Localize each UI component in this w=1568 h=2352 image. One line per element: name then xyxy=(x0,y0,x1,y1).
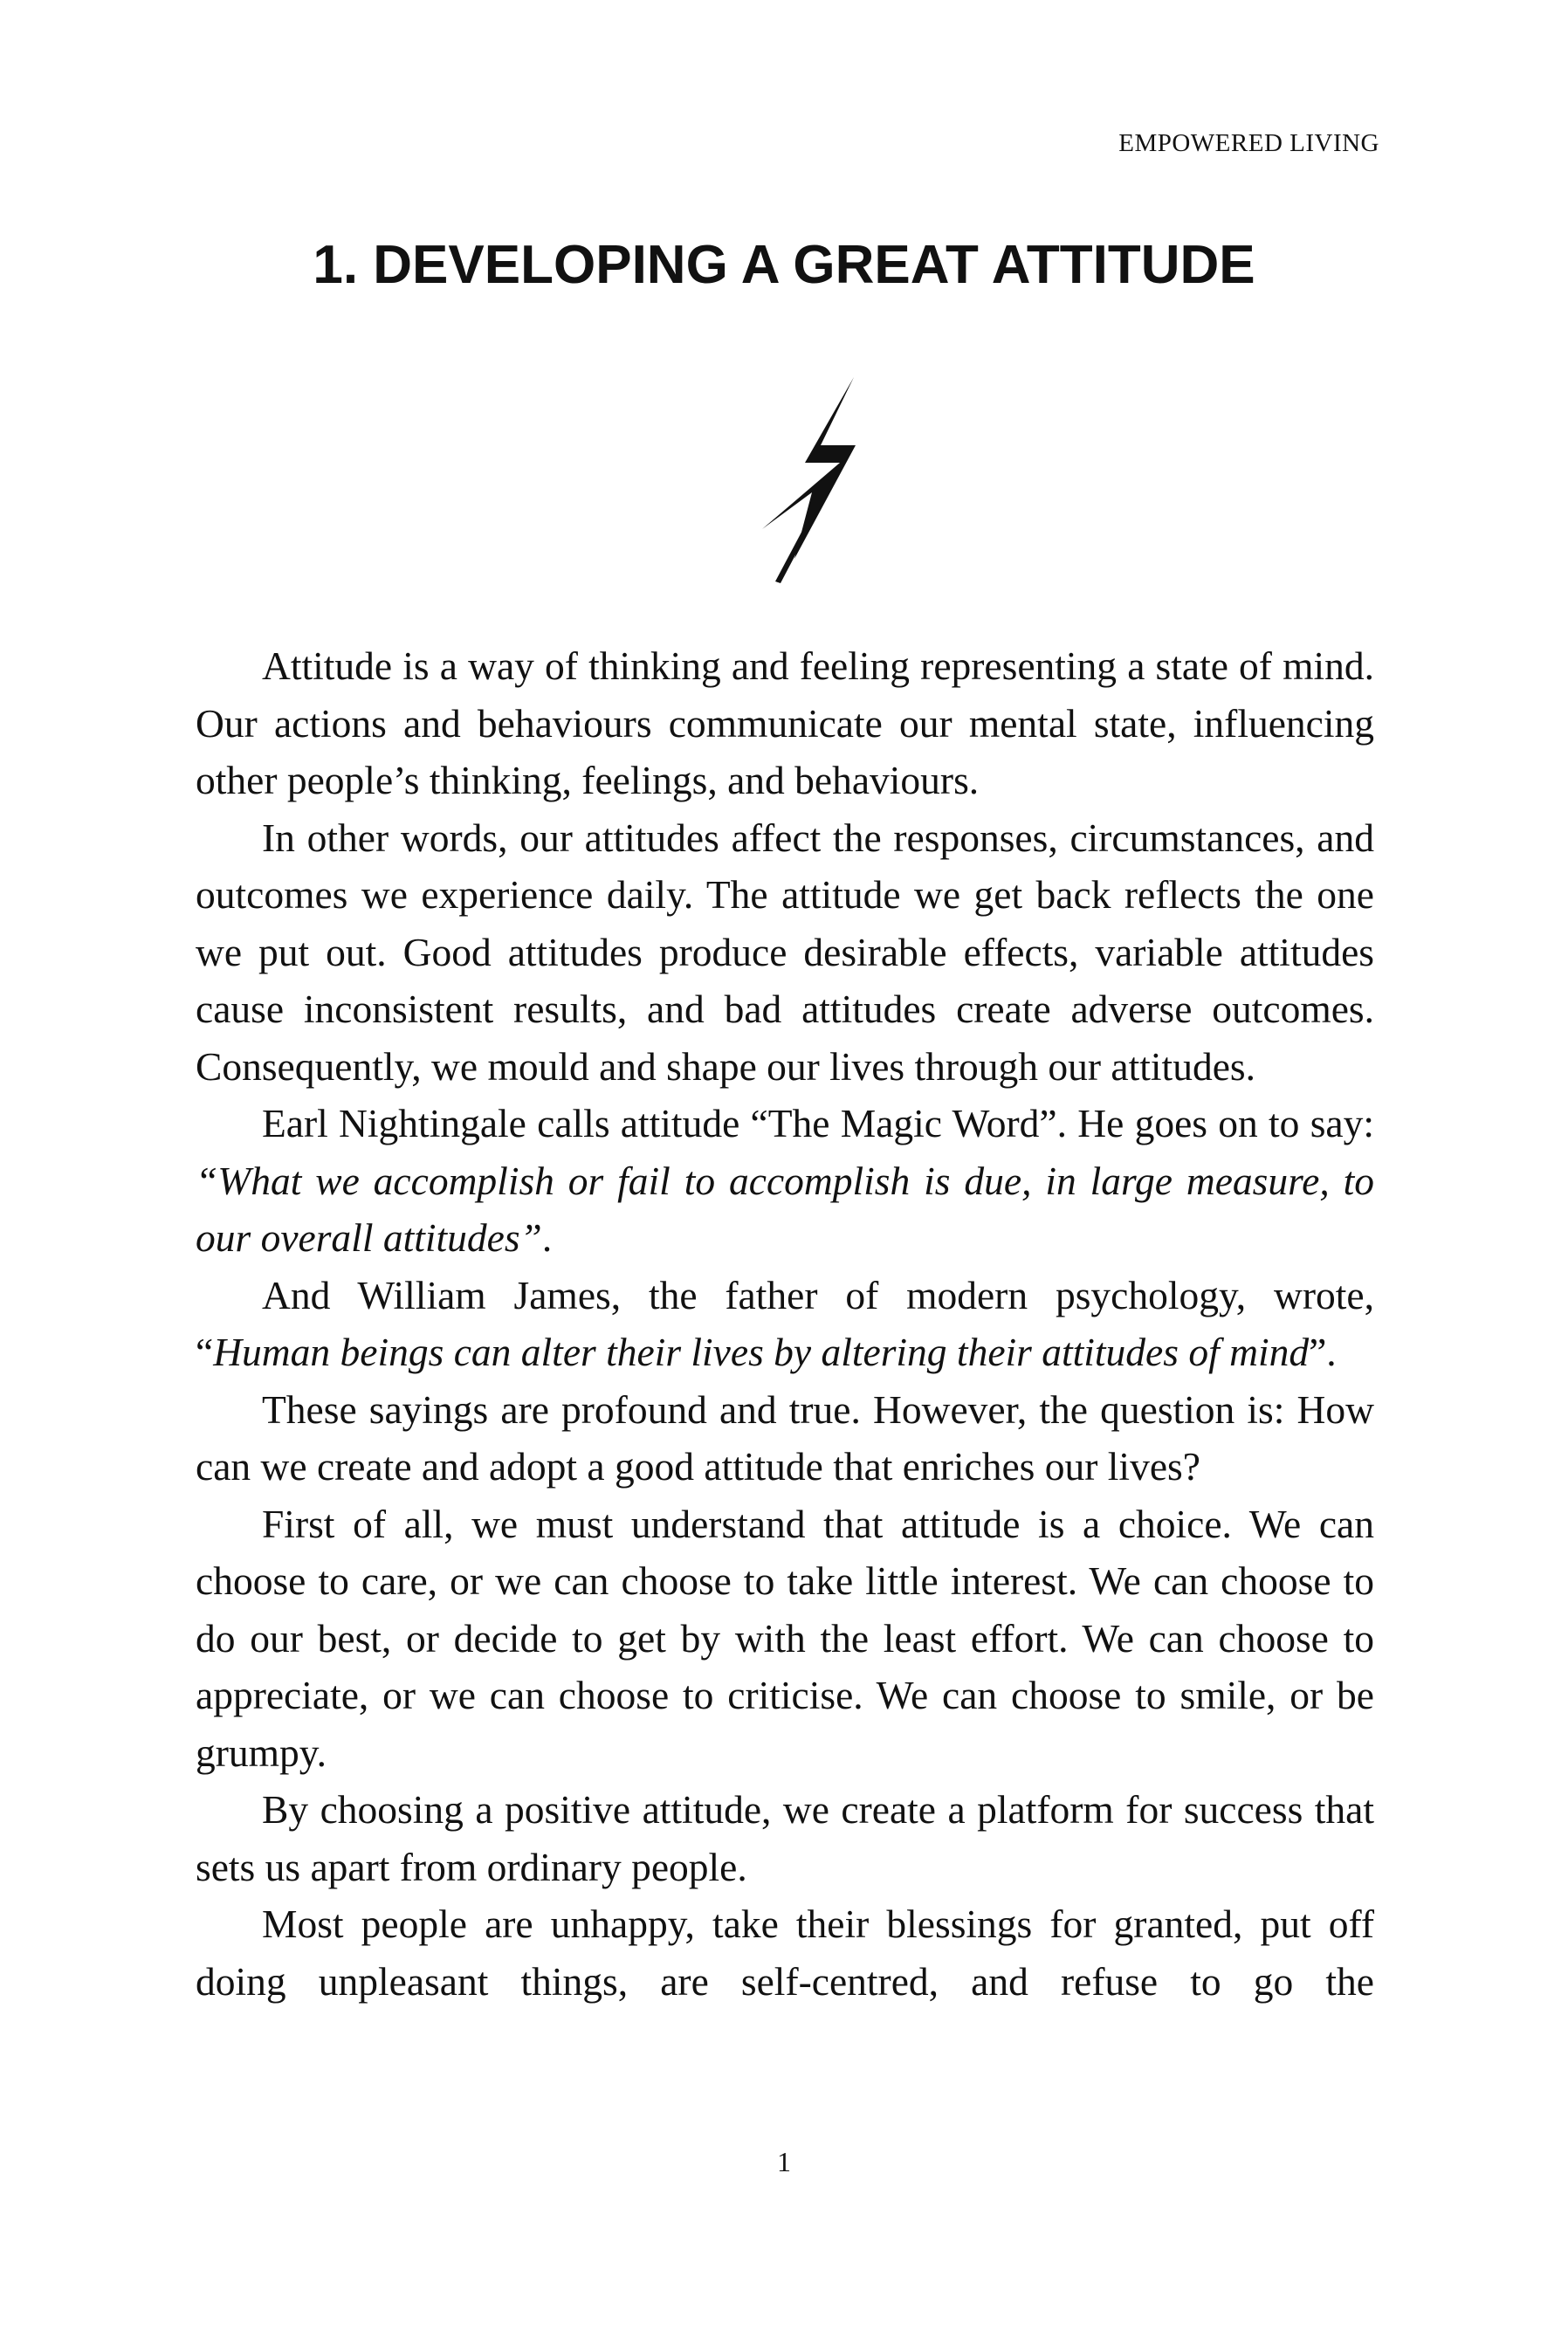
paragraph-positive-attitude: By choosing a positive attitude, we create a platform for success that sets us apart from ordinary people. xyxy=(196,1787,1374,1889)
page-number: 1 xyxy=(777,2146,791,2177)
chapter-title: 1. DEVELOPING A GREAT ATTITUDE xyxy=(313,235,1255,295)
lightning-bolt-icon xyxy=(760,375,864,585)
paragraph-attitudes-affect: In other words, our attitudes affect the responses, circumstances, and outcomes we experience daily. The attitude we get back reflects the one we put out. Good attitudes produce desirable effects, variable attitudes cause inconsistent results, and bad attitudes create adverse outcomes. Consequently, we mould and shape our lives through our attitudes. xyxy=(196,815,1374,1089)
paragraph-choice: First of all, we must understand that attitude is a choice. We can choose to care, or we can choose to take little interest. We can choose to do our best, or decide to get by with the least effort. We can choose to appreciate, or we can choose to criticise. We can choose to smile, or be grumpy. xyxy=(196,1501,1374,1775)
running-head: EMPOWERED LIVING xyxy=(1118,129,1379,157)
body-text xyxy=(196,637,1374,2010)
paragraph-sayings: These sayings are profound and true. However, the question is: How can we create and adopt a good attitude that enriches our lives? xyxy=(196,1386,1374,1489)
paragraph-attitude-definition: Attitude is a way of thinking and feeling representing a state of mind. Our actions and behaviours communicate our mental state, influencing other people’s thinking, feelings, and behaviours. xyxy=(196,643,1374,802)
paragraph-most-people: Most people are unhappy, take their blessings for granted, put off doing unpleasant things, are self-centred, and refuse to go the xyxy=(196,1902,1374,2004)
james-quote: Human beings can alter their lives by altering their attitudes of mind xyxy=(213,1330,1310,1374)
paragraph-lead: Earl Nightingale calls attitude “The Magic Word”. He goes on to say: xyxy=(262,1101,1374,1145)
paragraph-lead: And William James, the father of modern psychology, wrote, “ xyxy=(196,1272,1374,1374)
nightingale-quote: “What we accomplish or fail to accomplish is due, in large measure, to our overall attitudes” xyxy=(196,1158,1374,1260)
paragraph-earl-nightingale xyxy=(196,1095,1374,1267)
paragraph-tail: . xyxy=(541,1215,553,1260)
paragraph-tail: ”. xyxy=(1309,1330,1337,1374)
paragraph-william-james xyxy=(196,1267,1374,1381)
